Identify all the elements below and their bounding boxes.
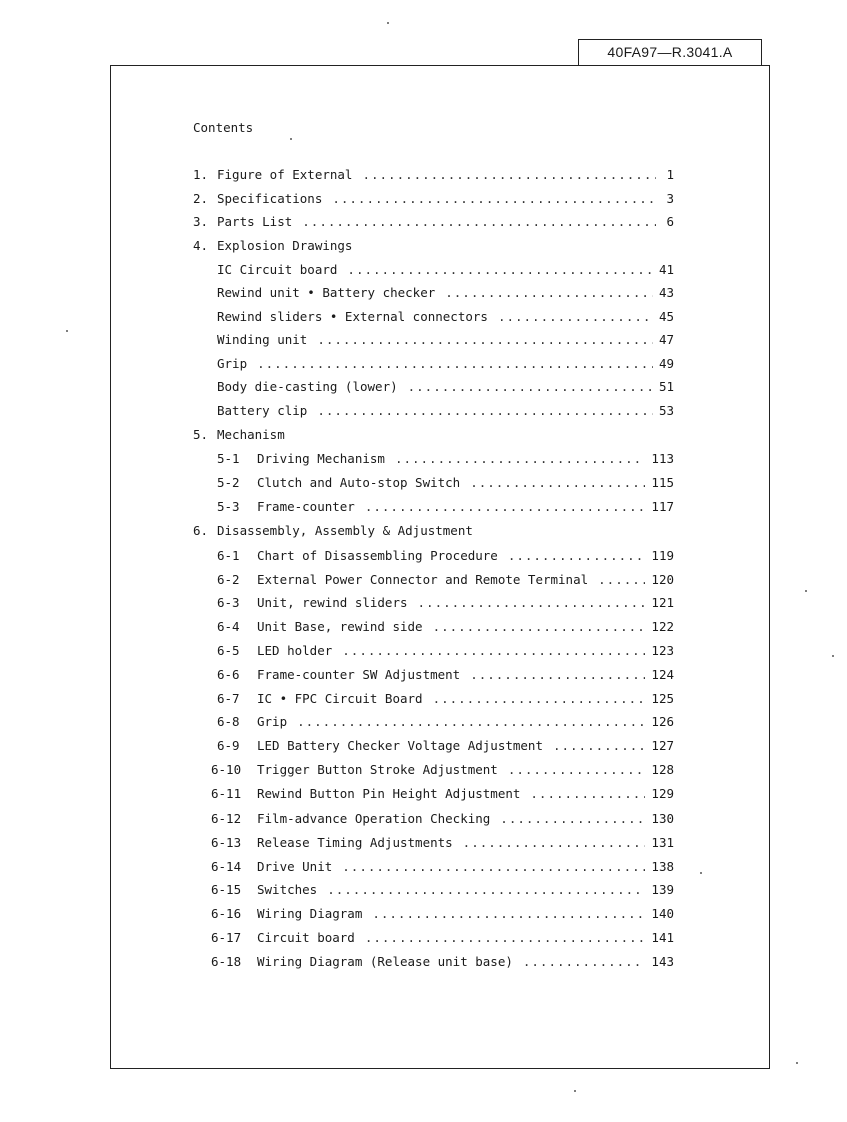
toc-label: Unit Base, rewind side xyxy=(257,619,423,634)
toc-label: Winding unit xyxy=(217,332,308,347)
toc-page-number: 49 xyxy=(658,356,674,371)
leader-dots xyxy=(498,308,653,326)
toc-page-number: 43 xyxy=(658,285,674,300)
toc-subrow xyxy=(211,785,674,803)
toc-label: Rewind sliders • External connectors xyxy=(217,309,488,324)
leader-dots xyxy=(470,666,645,684)
toc-subnumber: 5-2 xyxy=(217,475,240,490)
toc-subrow xyxy=(211,810,674,828)
leader-dots xyxy=(463,834,646,852)
scan-speck xyxy=(832,655,834,657)
leader-dots xyxy=(347,261,653,279)
toc-label: Grip xyxy=(257,714,288,729)
toc-subrow xyxy=(211,905,674,923)
toc-page-number: 127 xyxy=(651,738,674,753)
toc-label: Unit, rewind sliders xyxy=(257,595,408,610)
toc-label: Disassembly, Assembly & Adjustment xyxy=(217,523,473,538)
toc-label: Film-advance Operation Checking xyxy=(257,811,491,826)
toc-page-number: 119 xyxy=(651,548,674,563)
leader-dots xyxy=(342,858,645,876)
toc-label: Trigger Button Stroke Adjustment xyxy=(257,762,498,777)
toc-label: Battery clip xyxy=(217,403,308,418)
toc-row-3 xyxy=(193,213,674,231)
toc-subrow xyxy=(217,618,674,636)
toc-label: Driving Mechanism xyxy=(257,451,385,466)
toc-label: Frame-counter SW Adjustment xyxy=(257,667,461,682)
toc-subnumber: 6-10 xyxy=(211,762,242,777)
toc-subrow xyxy=(217,284,674,302)
toc-subnumber: 6-7 xyxy=(217,691,240,706)
toc-label: LED Battery Checker Voltage Adjustment xyxy=(257,738,543,753)
toc-row-4 xyxy=(193,237,674,255)
toc-page-number: 1 xyxy=(666,167,674,182)
toc-page-number: 120 xyxy=(651,572,674,587)
toc-row-2 xyxy=(193,190,674,208)
toc-row-5 xyxy=(193,426,674,444)
toc-number: 6. xyxy=(193,523,209,538)
toc-subnumber: 6-18 xyxy=(211,954,242,969)
scan-speck xyxy=(574,1090,576,1092)
toc-subrow xyxy=(217,547,674,565)
toc-page-number: 3 xyxy=(666,191,674,206)
toc-subnumber: 6-1 xyxy=(217,548,240,563)
toc-subrow xyxy=(217,308,674,326)
toc-subrow xyxy=(217,498,674,516)
leader-dots xyxy=(257,355,653,373)
leader-dots xyxy=(500,810,645,828)
contents-title: Contents xyxy=(193,120,254,135)
toc-label: Wiring Diagram xyxy=(257,906,363,921)
toc-label: Switches xyxy=(257,882,318,897)
toc-subrow xyxy=(211,881,674,899)
toc-subnumber: 6-9 xyxy=(217,738,240,753)
scan-speck xyxy=(700,872,702,874)
toc-subrow xyxy=(211,834,674,852)
toc-subrow xyxy=(217,378,674,396)
toc-page-number: 128 xyxy=(651,762,674,777)
toc-subnumber: 6-4 xyxy=(217,619,240,634)
toc-label: Release Timing Adjustments xyxy=(257,835,453,850)
leader-dots xyxy=(317,331,653,349)
toc-page-number: 126 xyxy=(651,714,674,729)
toc-page-number: 45 xyxy=(658,309,674,324)
toc-page-number: 140 xyxy=(651,906,674,921)
leader-dots xyxy=(332,190,656,208)
toc-page-number: 51 xyxy=(658,379,674,394)
leader-dots xyxy=(418,594,646,612)
toc-page-number: 131 xyxy=(651,835,674,850)
leader-dots xyxy=(530,785,645,803)
toc-subnumber: 6-15 xyxy=(211,882,242,897)
toc-subrow xyxy=(217,737,674,755)
toc-page-number: 125 xyxy=(651,691,674,706)
toc-subrow xyxy=(217,355,674,373)
toc-page-number: 41 xyxy=(658,262,674,277)
leader-dots xyxy=(302,213,656,231)
toc-label: Mechanism xyxy=(217,427,285,442)
toc-subnumber: 6-5 xyxy=(217,643,240,658)
document-code: 40FA97—R.3041.A xyxy=(578,39,762,65)
leader-dots xyxy=(317,402,653,420)
toc-page-number: 6 xyxy=(666,214,674,229)
toc-page-number: 122 xyxy=(651,619,674,634)
toc-subnumber: 6-17 xyxy=(211,930,242,945)
toc-subrow xyxy=(217,450,674,468)
leader-dots xyxy=(470,474,645,492)
leader-dots xyxy=(362,166,656,184)
scan-speck xyxy=(290,138,292,140)
toc-page-number: 115 xyxy=(651,475,674,490)
toc-number: 2. xyxy=(193,191,209,206)
toc-label: Figure of External xyxy=(217,167,353,182)
leader-dots xyxy=(372,905,645,923)
toc-subrow xyxy=(217,690,674,708)
leader-dots xyxy=(365,929,646,947)
toc-subnumber: 6-13 xyxy=(211,835,242,850)
toc-label: Grip xyxy=(217,356,248,371)
leader-dots xyxy=(365,498,646,516)
toc-label: Chart of Disassembling Procedure xyxy=(257,548,498,563)
toc-page-number: 139 xyxy=(651,882,674,897)
toc-subrow xyxy=(217,402,674,420)
toc-subnumber: 5-3 xyxy=(217,499,240,514)
toc-page-number: 138 xyxy=(651,859,674,874)
toc-label: Circuit board xyxy=(257,930,355,945)
toc-page-number: 129 xyxy=(651,786,674,801)
toc-subnumber: 6-16 xyxy=(211,906,242,921)
toc-subrow xyxy=(217,331,674,349)
toc-subrow xyxy=(217,261,674,279)
leader-dots xyxy=(553,737,645,755)
leader-dots xyxy=(395,450,645,468)
toc-label: Rewind unit • Battery checker xyxy=(217,285,436,300)
toc-subrow xyxy=(217,594,674,612)
toc-subrow xyxy=(217,713,674,731)
toc-subrow xyxy=(211,929,674,947)
toc-page-number: 53 xyxy=(658,403,674,418)
toc-row-1 xyxy=(193,166,674,184)
leader-dots xyxy=(598,571,645,589)
toc-label: Parts List xyxy=(217,214,293,229)
toc-label: External Power Connector and Remote Terminal xyxy=(257,572,589,587)
leader-dots xyxy=(508,761,646,779)
toc-subrow xyxy=(211,953,674,971)
toc-subnumber: 6-3 xyxy=(217,595,240,610)
toc-page-number: 121 xyxy=(651,595,674,610)
toc-number: 3. xyxy=(193,214,209,229)
toc-label: IC Circuit board xyxy=(217,262,338,277)
toc-page-number: 123 xyxy=(651,643,674,658)
toc-label: Clutch and Auto-stop Switch xyxy=(257,475,461,490)
toc-label: Rewind Button Pin Height Adjustment xyxy=(257,786,521,801)
toc-subrow xyxy=(211,761,674,779)
toc-number: 1. xyxy=(193,167,209,182)
toc-subnumber: 6-14 xyxy=(211,859,242,874)
toc-page-number: 113 xyxy=(651,451,674,466)
scan-speck xyxy=(66,330,68,332)
toc-page-number: 143 xyxy=(651,954,674,969)
toc-subnumber: 6-2 xyxy=(217,572,240,587)
toc-page-number: 47 xyxy=(658,332,674,347)
leader-dots xyxy=(408,378,653,396)
leader-dots xyxy=(523,953,646,971)
toc-label: Drive Unit xyxy=(257,859,333,874)
toc-row-6 xyxy=(193,522,674,540)
leader-dots xyxy=(445,284,653,302)
toc-subnumber: 6-12 xyxy=(211,811,242,826)
toc-subrow xyxy=(211,858,674,876)
toc-label: Wiring Diagram (Release unit base) xyxy=(257,954,513,969)
toc-number: 5. xyxy=(193,427,209,442)
leader-dots xyxy=(342,642,645,660)
toc-subrow xyxy=(217,642,674,660)
toc-label: Specifications xyxy=(217,191,323,206)
scan-speck xyxy=(796,1062,798,1064)
leader-dots xyxy=(508,547,646,565)
leader-dots xyxy=(297,713,645,731)
toc-subrow xyxy=(217,474,674,492)
toc-subnumber: 6-6 xyxy=(217,667,240,682)
toc-page-number: 124 xyxy=(651,667,674,682)
leader-dots xyxy=(433,618,646,636)
toc-label: LED holder xyxy=(257,643,333,658)
leader-dots xyxy=(327,881,645,899)
scan-speck xyxy=(387,22,389,24)
toc-subrow xyxy=(217,571,674,589)
toc-subnumber: 6-8 xyxy=(217,714,240,729)
toc-label: Body die-casting (lower) xyxy=(217,379,398,394)
toc-number: 4. xyxy=(193,238,209,253)
leader-dots xyxy=(433,690,646,708)
toc-page-number: 141 xyxy=(651,930,674,945)
toc-page-number: 130 xyxy=(651,811,674,826)
toc-label: IC • FPC Circuit Board xyxy=(257,691,423,706)
toc-subrow xyxy=(217,666,674,684)
toc-subnumber: 5-1 xyxy=(217,451,240,466)
toc-label: Frame-counter xyxy=(257,499,355,514)
toc-page-number: 117 xyxy=(651,499,674,514)
toc-subnumber: 6-11 xyxy=(211,786,242,801)
toc-label: Explosion Drawings xyxy=(217,238,353,253)
scan-speck xyxy=(805,590,807,592)
